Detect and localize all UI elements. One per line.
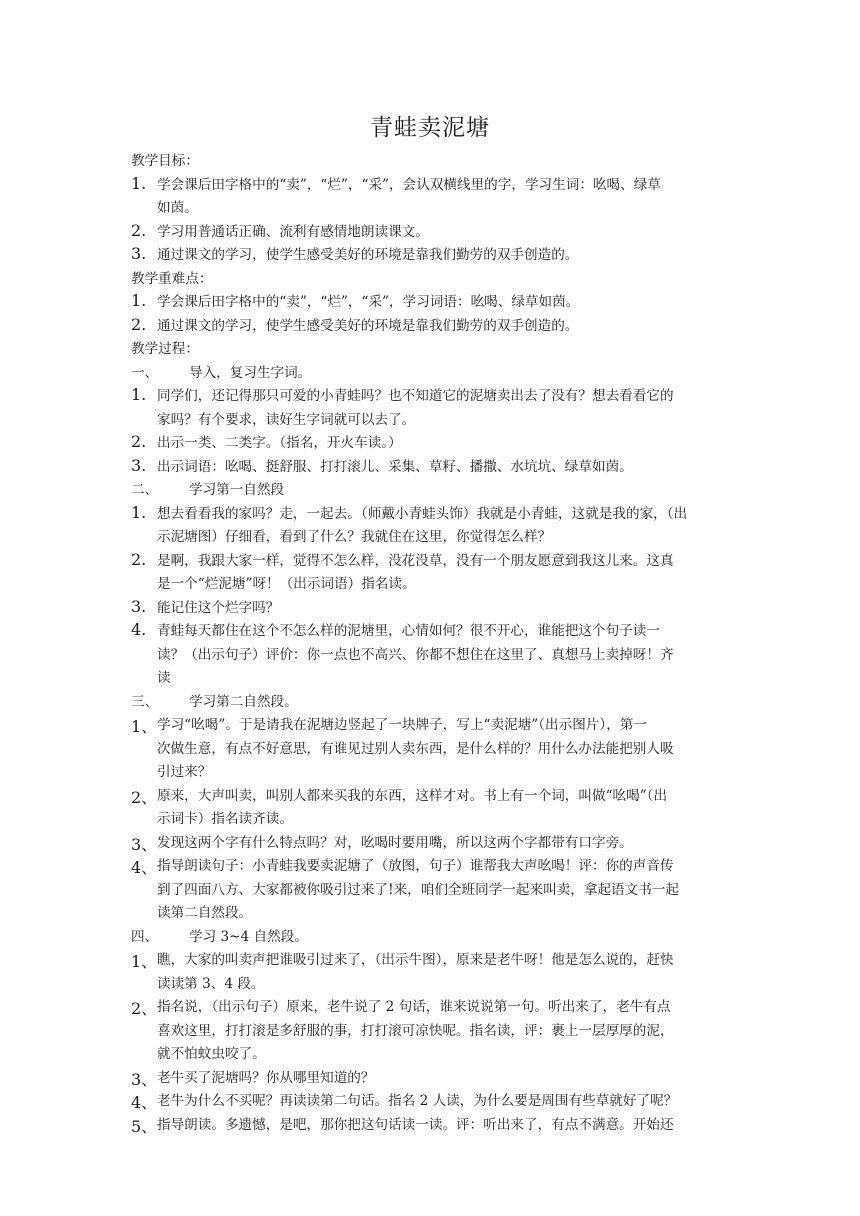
item-text-line: 到了四面八方、大家都被你吸引过来了!来，咱们全班同学一起来叫卖，拿起语文书一起 [157, 881, 680, 898]
item-text-line: 如茵。 [157, 200, 198, 216]
step-item [131, 785, 731, 832]
item-text-line: 老牛为什么不买呢？再读读第二句话。指名 2 人读，为什么要是周围有些草就好了呢？ [157, 1093, 678, 1109]
item-text-line: 出示一类、二类字。（指名，开火车读。） [157, 435, 402, 451]
step-item [131, 550, 731, 597]
item-number: 3. [131, 244, 147, 263]
item-text-line: 发现这两个字有什么特点吗？对，吆喝时要用嘴，所以这两个字都带有口字旁。 [157, 834, 633, 851]
item-number: 2、 [131, 787, 158, 807]
step-item [131, 503, 731, 550]
process-heading: 教学过程： [131, 341, 199, 357]
key-point-item [131, 315, 731, 339]
item-number: 1. [131, 291, 147, 310]
step-item [131, 714, 731, 785]
item-text-line: 学习“吆喝”。于是请我在泥塘边竖起了一块牌子，写上“卖泥塘”（出示图片），第一 [157, 717, 647, 733]
item-text-line: 通过课文的学习，使学生感受美好的环境是靠我们勤劳的双手创造的。 [157, 317, 579, 334]
item-text-line: 青蛙每天都住在这个不怎么样的泥塘里，心情如何？很不开心，谁能把这个句子读一 [157, 623, 660, 639]
item-number: 1、 [131, 952, 158, 971]
goal-item [131, 174, 731, 221]
item-number: 1. [131, 173, 147, 193]
item-text-line: 指名说，（出示句子）原来，老牛说了 2 句话，谁来说说第一句。听出来了，老牛有点 [157, 999, 671, 1015]
document-title: 青蛙卖泥塘 [370, 115, 490, 141]
item-number: 3. [131, 596, 147, 616]
section-number: 二、 [131, 482, 159, 498]
section-heading [131, 926, 731, 950]
goal-item [131, 221, 731, 245]
item-text-line: 老牛买了泥塘吗？你从哪里知道的？ [157, 1069, 375, 1086]
item-number: 3. [131, 455, 147, 475]
item-number: 1. [131, 502, 147, 522]
step-item [131, 832, 731, 856]
item-text-line: 出示词语：吆喝、挺舒服、打打滚儿、采集、草籽、播撒、水坑坑、绿草如茵。 [157, 458, 633, 475]
step-item [131, 597, 731, 621]
item-text-line: 指导朗读。多遗憾，是吧，那你把这句话读一读。评：听出来了，有点不满意。开始还 [157, 1116, 674, 1133]
item-number: 2. [131, 220, 147, 240]
item-number: 1. [131, 385, 147, 404]
item-text-line: 读第二自然段。 [157, 905, 253, 921]
section-title: 导入，复习生字词。 [189, 364, 312, 381]
section-title: 学习第二自然段。 [189, 693, 298, 710]
step-item [131, 1114, 731, 1138]
item-text-line: 是一个“烂泥塘”呀！（出示词语）指名读。 [157, 576, 416, 592]
section-heading [131, 691, 731, 715]
step-item [131, 385, 731, 432]
item-text-line: 通过课文的学习，使学生感受美好的环境是靠我们勤劳的双手创造的。 [157, 247, 579, 263]
goal-item [131, 244, 731, 268]
step-item [131, 949, 731, 996]
item-text-line: 家吗？有个要求，读好生字词就可以去了。 [157, 411, 416, 428]
step-item [131, 855, 731, 926]
item-text-line: 示泥塘图）仔细看，看到了什么？我就住在这里，你觉得怎么样？ [157, 529, 552, 545]
item-text-line: 同学们，还记得那只可爱的小青蛙吗？也不知道它的泥塘卖出去了没有？想去看看它的 [157, 388, 674, 404]
item-text-line: 示词卡）指名读齐读。 [157, 811, 293, 827]
item-text-line: 学会课后田字格中的“卖”，“烂”，“采”，会认双横线里的字，学习生词：吆喝、绿草 [157, 176, 661, 193]
section-number: 一、 [131, 364, 159, 381]
item-text-line: 读 [157, 670, 171, 686]
item-text-line: 指导朗读句子：小青蛙我要卖泥塘了（放图，句子）谁帮我大声吆喝！评：你的声音传 [157, 858, 674, 874]
item-text-line: 读读第 3、4 段。 [157, 975, 265, 992]
item-number: 2. [131, 432, 147, 451]
section-heading [131, 362, 731, 386]
step-item [131, 1090, 731, 1114]
document-body [131, 150, 731, 1137]
section-number: 四、 [131, 928, 159, 945]
item-text-line: 学会课后田字格中的“卖”，“烂”，“采”，学习词语：吆喝、绿草如茵。 [157, 294, 580, 310]
item-number: 3、 [131, 1069, 158, 1089]
item-number: 2. [131, 549, 147, 569]
item-text-line: 次做生意，有点不好意思，有谁见过别人卖东西，是什么样的？用什么办法能把别人吸 [157, 740, 674, 757]
item-text-line: 是啊，我跟大家一样，觉得不怎么样，没花没草，没有一个朋友愿意到我这儿来。这真 [157, 552, 674, 569]
item-number: 1、 [131, 717, 158, 736]
item-text-line: 瞧，大家的叫卖声把谁吸引过来了，（出示牛图），原来是老牛呀！他是怎么说的，赶快 [157, 952, 674, 968]
step-item [131, 1067, 731, 1091]
item-number: 4、 [131, 858, 158, 877]
item-text-line: 学习用普通话正确、流利有感情地朗读课文。 [157, 223, 429, 240]
section-title: 学习第一自然段 [189, 482, 285, 498]
step-item [131, 620, 731, 691]
step-item [131, 456, 731, 480]
item-text-line: 读？（出示句子）评价：你一点也不高兴、你都不想住在这里了、真想马上卖掉呀！齐 [157, 646, 674, 663]
goals-heading: 教学目标： [131, 153, 199, 169]
item-text-line: 想去看看我的家吗？走，一起去。（师戴小青蛙头饰）我就是小青蛙，这就是我的家，（出 [157, 505, 688, 522]
item-text-line: 就不怕蚊虫咬了。 [157, 1046, 266, 1062]
section-number: 三、 [131, 693, 159, 710]
step-item [131, 996, 731, 1067]
item-number: 4、 [131, 1093, 158, 1112]
item-number: 4. [131, 620, 147, 639]
section-heading [131, 479, 731, 503]
item-text-line: 能记住这个烂字吗？ [157, 599, 280, 616]
item-number: 5、 [131, 1116, 158, 1136]
item-number: 2、 [131, 999, 158, 1018]
item-number: 3、 [131, 834, 158, 854]
step-item [131, 432, 731, 456]
item-text-line: 引过来？ [157, 764, 212, 780]
keys-heading: 教学重难点： [131, 270, 213, 287]
section-title: 学习 3~4 自然段。 [189, 928, 308, 945]
key-point-item [131, 291, 731, 315]
item-number: 2. [131, 314, 147, 334]
item-text-line: 原来，大声叫卖，叫别人都来买我的东西，这样才对。书上有一个词，叫做“吆喝”（出 [157, 787, 668, 804]
item-text-line: 喜欢这里，打打滚是多舒服的事，打打滚可凉快呢。指名读，评：裹上一层厚厚的泥， [157, 1022, 674, 1039]
